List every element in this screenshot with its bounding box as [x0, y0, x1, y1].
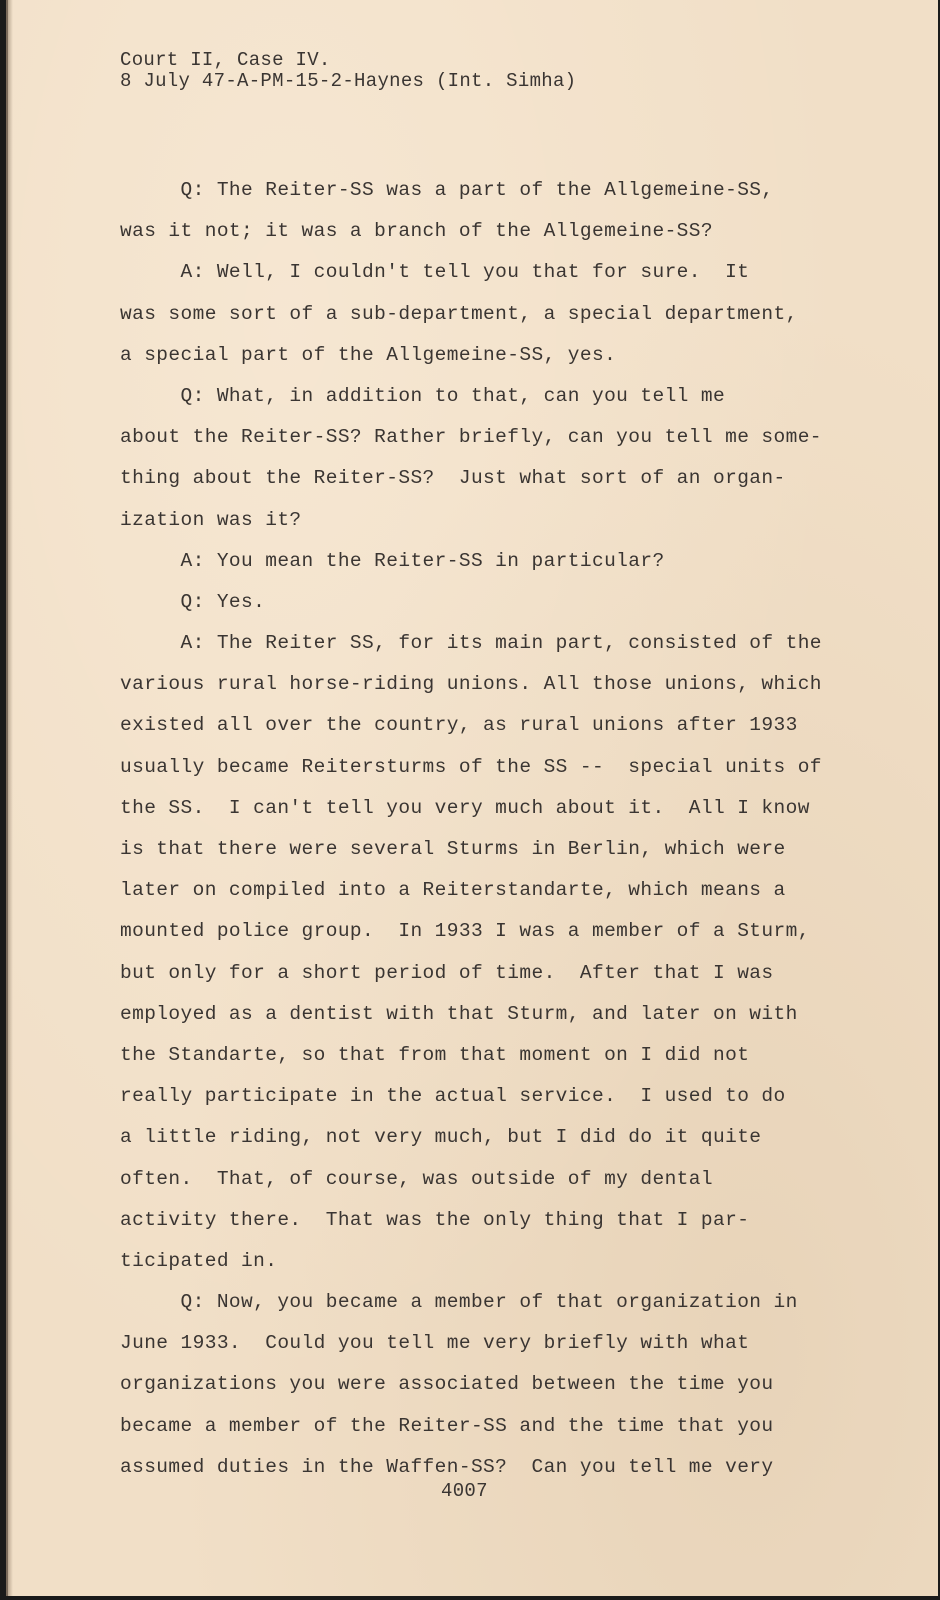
transcript-line: organizations you were associated between the time you [120, 1373, 774, 1396]
header-session-info: 8 July 47-A-PM-15-2-Haynes (Int. Simha) [120, 70, 577, 92]
header-court-case: Court II, Case IV. [120, 49, 331, 71]
transcript-body [120, 170, 840, 1488]
transcript-line: the SS. I can't tell you very much about it. All I know [120, 796, 810, 819]
transcript-line: June 1933. Could you tell me very briefly with what [120, 1332, 750, 1355]
transcript-line: later on compiled into a Reiterstandarte, which means a [120, 879, 786, 902]
transcript-line: a special part of the Allgemeine-SS, yes. [120, 343, 617, 366]
transcript-line: assumed duties in the Waffen-SS? Can you tell me very [120, 1455, 774, 1478]
transcript-line: but only for a short period of time. After that I was [120, 961, 774, 984]
transcript-line: really participate in the actual service. I used to do [120, 1085, 786, 1108]
transcript-line: often. That, of course, was outside of my dental [120, 1167, 713, 1190]
transcript-line: employed as a dentist with that Sturm, and later on with [120, 1002, 798, 1025]
transcript-line: about the Reiter-SS? Rather briefly, can you tell me some- [120, 426, 822, 449]
transcript-line: the Standarte, so that from that moment on I did not [120, 1043, 750, 1066]
document-page [6, 0, 938, 1596]
transcript-line: Q: Yes. [120, 590, 266, 613]
transcript-line: mounted police group. In 1933 I was a member of a Sturm, [120, 920, 810, 943]
transcript-line: Q: Now, you became a member of that organization in [120, 1291, 798, 1314]
transcript-line: A: Well, I couldn't tell you that for sure. It [120, 261, 750, 284]
transcript-line: A: The Reiter SS, for its main part, consisted of the [120, 632, 822, 655]
transcript-line: is that there were several Sturms in Berlin, which were [120, 838, 786, 860]
transcript-line: existed all over the country, as rural unions after 1933 [120, 714, 798, 737]
transcript-line: was it not; it was a branch of the Allgemeine-SS? [120, 220, 713, 243]
transcript-line: Q: The Reiter-SS was a part of the Allgemeine-SS, [120, 179, 774, 201]
transcript-line: thing about the Reiter-SS? Just what sort of an organ- [120, 467, 786, 490]
transcript-line: usually became Reitersturms of the SS -- special units of [120, 755, 822, 778]
transcript-line: Q: What, in addition to that, can you tell me [120, 384, 726, 407]
transcript-line: various rural horse-riding unions. All those unions, which [120, 673, 822, 696]
document-header [120, 50, 576, 92]
transcript-line: became a member of the Reiter-SS and the time that you [120, 1414, 774, 1437]
transcript-line: a little riding, not very much, but I did do it quite [120, 1126, 762, 1149]
transcript-line: ization was it? [120, 508, 302, 531]
transcript-line: ticipated in. [120, 1249, 278, 1272]
page-edge-shadow [8, 0, 13, 1596]
transcript-line: was some sort of a sub-department, a special department, [120, 302, 798, 325]
transcript-line: A: You mean the Reiter-SS in particular? [120, 549, 665, 572]
transcript-line: activity there. That was the only thing that I par- [120, 1208, 750, 1231]
page-number: 4007 [441, 1480, 488, 1502]
